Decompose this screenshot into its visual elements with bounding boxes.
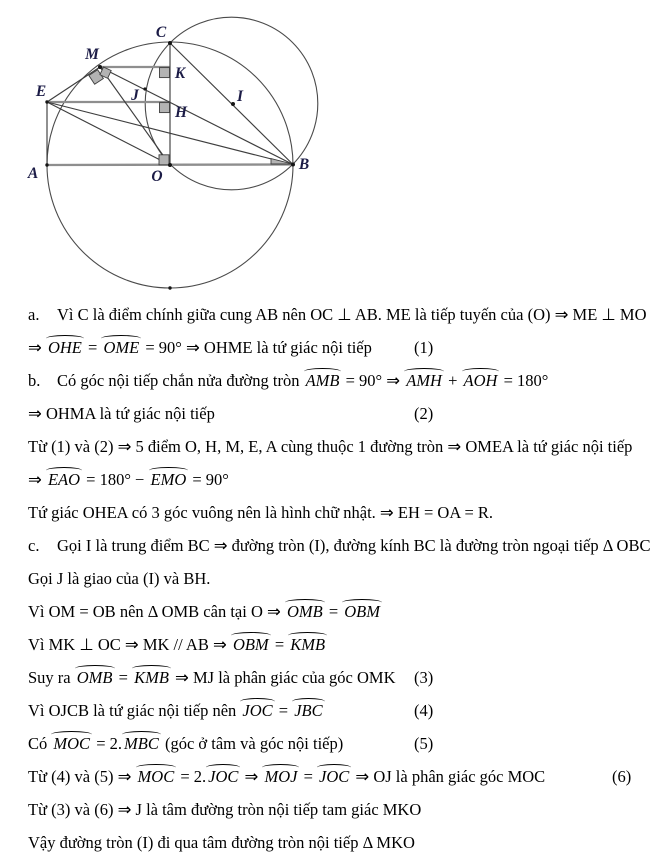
angle-token: AMB — [305, 371, 340, 390]
solution-line-8: c. Gọi I là trung điểm BC ⇒ đường tròn (I), đường kính BC là đường tròn ngoại tiếp Δ OBC — [28, 536, 650, 555]
geometry-figure — [0, 0, 650, 300]
angle-token: OBM — [344, 602, 380, 621]
segment-EO — [47, 102, 170, 165]
point-M — [98, 65, 102, 69]
angle-token: JOC — [319, 767, 350, 786]
equation-number: (3) — [414, 668, 434, 687]
angle-token: OMB — [286, 602, 323, 621]
angle-token: JOC — [208, 767, 239, 786]
point-label-K: K — [174, 65, 186, 82]
solution-line-15: Từ (4) và (5) ⇒ MOC = 2. JOC ⇒ MOJ = JOC ⇒ OJ là phân giác góc MOC (6) — [28, 767, 632, 786]
point-label-I: I — [236, 88, 244, 105]
equation-number: (6) — [612, 767, 632, 786]
solution-line-5: Từ (1) và (2) ⇒ 5 điểm O, H, M, E, A cùng thuộc 1 đường tròn ⇒ OMEA là tứ giác nội tiếp — [28, 437, 633, 456]
solution-line-3: b. Có góc nội tiếp chắn nửa đường tròn AMB = 90° ⇒ AMH + AOH = 180° — [28, 371, 549, 390]
point-label-O: O — [151, 168, 163, 185]
angle-token: EMO — [150, 470, 187, 489]
point-I — [231, 102, 235, 106]
angle-token: MBC — [124, 734, 159, 753]
list-marker: a. — [28, 305, 40, 324]
angle-token: OBM — [232, 635, 269, 654]
point-J — [143, 87, 146, 90]
angle-token: OMB — [76, 668, 113, 687]
right-angle-marker-K — [160, 68, 170, 78]
equation-number: (2) — [414, 404, 434, 423]
list-marker: c. — [28, 536, 40, 555]
angle-token: OME — [103, 338, 140, 357]
point-E — [45, 100, 48, 103]
right-angle-marker-H — [160, 103, 170, 113]
point-B — [291, 163, 295, 167]
angle-token: AOH — [463, 371, 498, 390]
solution-line-7: Tứ giác OHEA có 3 góc vuông nên là hình chữ nhật. ⇒ EH = OA = R. — [28, 503, 494, 522]
solution-line-12: Suy ra OMB = KMB ⇒ MJ là phân giác của góc OMK (3) — [28, 668, 434, 687]
point-C — [168, 41, 172, 45]
angle-token: KMB — [134, 668, 169, 687]
point-label-J: J — [131, 87, 139, 104]
equation-number: (1) — [414, 338, 434, 357]
point-label-A: A — [27, 165, 39, 182]
solution-line-14: Có MOC = 2. MBC (góc ở tâm và góc nội tiếp) (5) — [28, 734, 434, 753]
solution-line-11: Vì MK ⊥ OC ⇒ MK // AB ⇒ OBM = KMB — [28, 635, 326, 654]
point-label-C: C — [155, 24, 167, 41]
equation-number: (5) — [414, 734, 434, 753]
solution-line-17: Vậy đường tròn (I) đi qua tâm đường tròn nội tiếp Δ MKO — [28, 833, 415, 852]
segment-MO — [100, 67, 170, 165]
point-O — [168, 163, 172, 167]
solution-line-1: a. Vì C là điểm chính giữa cung AB nên OC ⊥ AB. ME là tiếp tuyến của (O) ⇒ ME ⊥ MO — [28, 305, 647, 324]
solution-line-4: ⇒ OHMA là tứ giác nội tiếp (2) — [28, 404, 434, 423]
solution-line-6: ⇒ EAO = 180° − EMO = 90° — [28, 470, 229, 489]
point-label-H: H — [174, 104, 188, 121]
point-label-M: M — [85, 46, 99, 63]
angle-token: MOC — [137, 767, 175, 786]
angle-token: MOC — [53, 734, 91, 753]
point-label-B: B — [298, 156, 310, 173]
angle-token: MOJ — [264, 767, 298, 786]
point-label-E: E — [35, 83, 47, 100]
equation-number: (4) — [414, 701, 434, 720]
solution-line-2: ⇒ OHE = OME = 90° ⇒ OHME là tứ giác nội tiếp (1) — [28, 338, 434, 357]
segment-MB — [100, 67, 293, 165]
angle-token: JBC — [294, 701, 323, 720]
angle-token: OHE — [47, 338, 82, 357]
angle-token: EAO — [47, 470, 81, 489]
segment-EM — [47, 67, 100, 102]
solution-line-9: Gọi J là giao của (I) và BH. — [28, 569, 211, 588]
list-marker: b. — [28, 371, 41, 390]
point-circle-bottom — [168, 286, 171, 289]
right-angle-marker-O — [159, 155, 169, 165]
solution-line-16: Từ (3) và (6) ⇒ J là tâm đường tròn nội tiếp tam giác MKO — [28, 800, 422, 819]
angle-token: AMH — [406, 371, 442, 390]
angle-token: KMB — [290, 635, 326, 654]
solution-line-13: Vì OJCB là tứ giác nội tiếp nên JOC = JBC (4) — [28, 701, 434, 720]
point-A — [45, 163, 48, 166]
solution-text — [0, 300, 650, 854]
angle-token: JOC — [242, 701, 273, 720]
solution-line-10: Vì OM = OB nên Δ OMB cân tại O ⇒ OMB = OBM — [28, 602, 380, 621]
